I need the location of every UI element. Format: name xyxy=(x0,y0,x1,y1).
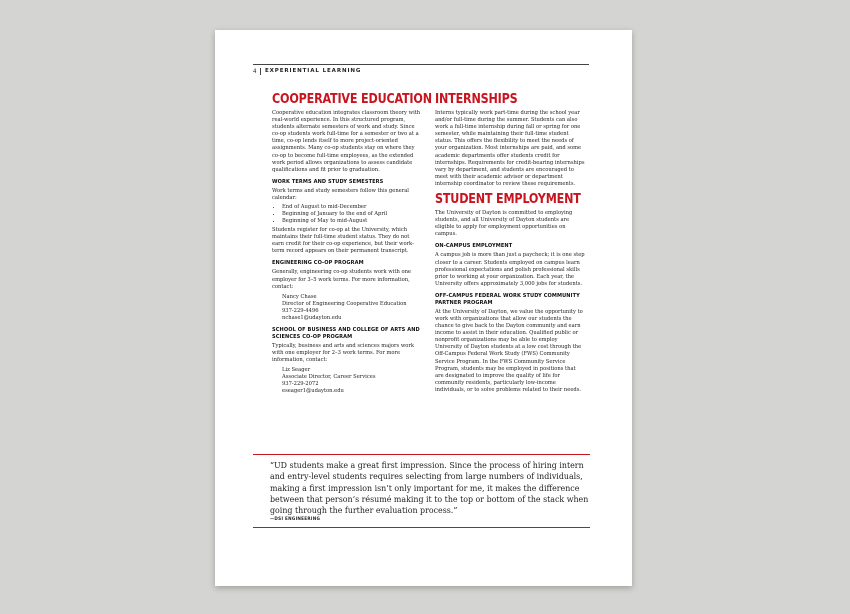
contact-title: Director of Engineering Cooperative Education xyxy=(282,300,407,307)
coop-heading: COOPERATIVE EDUCATION xyxy=(272,91,432,107)
fws-heading: OFF-CAMPUS FEDERAL WORK STUDY COMMUNITY PARTNER PROGRAM xyxy=(435,292,580,306)
quote-attribution: —DSI ENGINEERING xyxy=(270,517,321,523)
oncampus-heading: ON-CAMPUS EMPLOYMENT xyxy=(435,243,513,250)
section-title: EXPERIENTIAL LEARNING xyxy=(265,68,362,74)
internships-text: Interns typically work part-time during the school year and/or full-time during the summer. Students can also work a full-time internship during fall or spring for one semester, while maintaining their full-time student status. This offers the flexibility to meet the needs of your organization. Most internships are paid, and some academic departments offer students credit for internships. Requirements for credit-bearing internships vary by department, and students are encouraged to meet with their academic advisor or department internship coordinator to review these requirements. xyxy=(435,110,585,187)
pull-quote xyxy=(253,454,590,528)
contact-phone: 937-229-4496 xyxy=(282,307,319,314)
eng-text: Generally, engineering co-op students work with one employer for 3–5 work terms. For more information, contact: xyxy=(272,269,412,290)
eng-contact xyxy=(272,294,422,322)
employment-intro: The University of Dayton is committed to employing students, and all University of Dayton students are eligible to apply for employment opportunities on campus. xyxy=(435,210,573,238)
internships-heading: INTERNSHIPS xyxy=(435,91,518,107)
bus-text: Typically, business and arts and sciences majors work with one employer for 2–3 work terms. For more information, contact: xyxy=(272,342,415,363)
list-item: • Beginning of January to the end of April xyxy=(282,211,422,218)
contact-phone: 937-229-2072 xyxy=(282,380,319,387)
contact-title: Associate Director, Career Services xyxy=(282,373,376,380)
contact-email: nchase1@udayton.edu xyxy=(282,314,342,321)
document-page xyxy=(215,30,632,586)
eng-heading: ENGINEERING CO-OP PROGRAM xyxy=(272,260,364,267)
page-number: 4 xyxy=(253,68,257,75)
employment-heading: STUDENT EMPLOYMENT xyxy=(435,191,581,208)
terms-intro: Work terms and study semesters follow this general calendar: xyxy=(272,187,409,201)
terms-heading: WORK TERMS AND STUDY SEMESTERS xyxy=(272,178,384,185)
contact-name: Liz Seager xyxy=(282,366,311,373)
left-column xyxy=(272,91,432,397)
list-item: • Beginning of May to mid-August xyxy=(282,218,422,225)
terms-note: Students register for co-op at the University, which maintains their full-time student status. They do not earn credit for their co-op experience, but their work-term record appears on their permanent transcript. xyxy=(272,227,414,255)
bus-contact xyxy=(272,367,422,395)
list-item: • End of August to mid-December xyxy=(282,204,422,211)
header-divider xyxy=(260,68,261,75)
oncampus-text: A campus job is more than just a paycheck; it is one step closer to a career. Students employed on campus learn professional expectations and polish professional skills prior to working at your organization. Each year, the University offers approximately 3,000 jobs for students. xyxy=(435,252,585,287)
fws-text: At the University of Dayton, we value the opportunity to work with organizations that allow our students the chance to give back to the Dayton community and earn income to assist in their education. Qualified public or nonprofit organizations may be able to employ University of Dayton students at a low cost through the Off-Campus Federal Work Study (FWS) Community Service Program. In the FWS Community Service Program, students may be employed in positions that are designated to improve the quality of life for community residents, particularly low-income individuals, or to solve problems related to their needs. xyxy=(435,308,583,393)
coop-intro: Cooperative education integrates classroom theory with real-world experience. In this structured program, students alternate semesters of work and study. Since co-op students work full-time for a semester or two at a time, co-op lends itself to more project-oriented assignments. Many co-op students stay on where they co-op to become full-time employees, as the extended work period allows organizations to assess candidate qualifications and fit prior to graduation. xyxy=(272,110,421,173)
terms-list xyxy=(272,204,422,225)
quote-text: “UD students make a great first impression. Since the process of hiring intern and entry-level students requires selecting from large numbers of individuals, making a first impression isn’t only important for me, it makes the difference between that person’s résumé making it to the top or bottom of the stack when going through the further evaluation process.” xyxy=(270,461,589,516)
right-column xyxy=(435,92,585,396)
contact-name: Nancy Chase xyxy=(282,293,317,300)
bus-heading: SCHOOL OF BUSINESS AND COLLEGE OF ARTS AND SCIENCES CO-OP PROGRAM xyxy=(272,326,420,340)
running-header xyxy=(253,64,589,79)
contact-email: eseager1@udayton.edu xyxy=(282,387,344,394)
